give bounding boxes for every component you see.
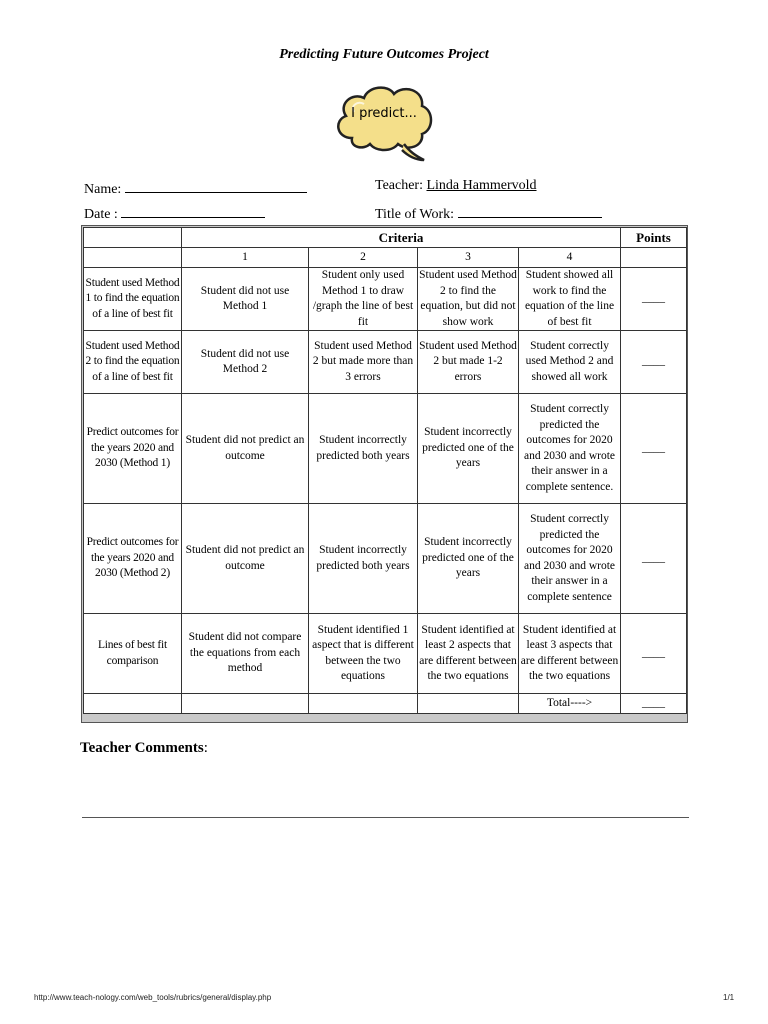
date-blank bbox=[121, 203, 265, 218]
total-blank-cell bbox=[309, 694, 418, 714]
teacher-field bbox=[375, 178, 537, 194]
teacher-comments-heading bbox=[80, 740, 208, 757]
criteria-header: Criteria bbox=[182, 228, 621, 248]
rubric-row bbox=[84, 504, 687, 614]
rubric-cell: Student did not use Method 2 bbox=[182, 331, 309, 394]
rubric-table bbox=[83, 227, 687, 714]
rubric-cell: Student showed all work to find the equation of the line of best fit bbox=[519, 268, 621, 331]
rubric-row bbox=[84, 268, 687, 331]
title-of-work-label: Title of Work: bbox=[375, 207, 454, 222]
rubric-row bbox=[84, 614, 687, 694]
total-row bbox=[84, 694, 687, 714]
total-blank-cell bbox=[182, 694, 309, 714]
name-label: Name: bbox=[84, 182, 122, 197]
rubric-cell: Student used Method 2 but made 1-2 errors bbox=[418, 331, 519, 394]
level-2: 2 bbox=[309, 248, 418, 268]
comments-line bbox=[82, 817, 689, 818]
teacher-comments-colon: : bbox=[203, 740, 208, 756]
points-blank: ____ bbox=[621, 504, 687, 614]
points-blank: ____ bbox=[621, 268, 687, 331]
teacher-label: Teacher: bbox=[375, 178, 423, 193]
title-of-work-field bbox=[375, 203, 602, 223]
rubric-cell: Student incorrectly predicted both years bbox=[309, 504, 418, 614]
rubric-cell: Student incorrectly predicted one of the years bbox=[418, 394, 519, 504]
points-blank: ____ bbox=[621, 331, 687, 394]
rubric-cell: Student used Method 2 to find the equation, but did not show work bbox=[418, 268, 519, 331]
points-header: Points bbox=[621, 228, 687, 248]
points-blank: ____ bbox=[621, 394, 687, 504]
document-title: Predicting Future Outcomes Project bbox=[279, 47, 489, 62]
rubric-row bbox=[84, 394, 687, 504]
level-corner bbox=[84, 248, 182, 268]
total-points-blank: ____ bbox=[621, 694, 687, 714]
rubric-cell: Student used Method 2 but made more than 3 errors bbox=[309, 331, 418, 394]
criterion-label: Predict outcomes for the years 2020 and 2030 (Method 1) bbox=[84, 394, 182, 504]
name-field bbox=[84, 178, 307, 198]
level-4: 4 bbox=[519, 248, 621, 268]
rubric-cell: Student identified 1 aspect that is different between the two equations bbox=[309, 614, 418, 694]
footer-page-number: 1/1 bbox=[723, 993, 735, 1002]
rubric-cell: Student did not predict an outcome bbox=[182, 504, 309, 614]
rubric-cell: Student did not compare the equations from each method bbox=[182, 614, 309, 694]
total-blank-cell bbox=[418, 694, 519, 714]
footer-url[interactable]: http://www.teach-nology.com/web_tools/rubrics/general/display.php bbox=[34, 993, 272, 1002]
rubric-cell: Student did not use Method 1 bbox=[182, 268, 309, 331]
date-field bbox=[84, 203, 265, 223]
teacher-name: Linda Hammervold bbox=[426, 178, 537, 193]
teacher-comments-label: Teacher Comments bbox=[80, 740, 204, 756]
rubric-cell: Student did not predict an outcome bbox=[182, 394, 309, 504]
criterion-label: Student used Method 1 to find the equation of a line of best fit bbox=[84, 268, 182, 331]
rubric-row bbox=[84, 331, 687, 394]
level-1: 1 bbox=[182, 248, 309, 268]
rubric-cell: Student identified at least 3 aspects that are different between the two equations bbox=[519, 614, 621, 694]
total-label: Total----> bbox=[519, 694, 621, 714]
title-of-work-blank bbox=[458, 203, 602, 218]
date-label: Date : bbox=[84, 207, 118, 222]
cloud-caption: I predict... bbox=[351, 106, 417, 121]
rubric-cell: Student incorrectly predicted both years bbox=[309, 394, 418, 504]
name-blank bbox=[125, 178, 307, 193]
criterion-label: Lines of best fit comparison bbox=[84, 614, 182, 694]
rubric-cell: Student correctly used Method 2 and showed all work bbox=[519, 331, 621, 394]
rubric-cell: Student incorrectly predicted one of the years bbox=[418, 504, 519, 614]
rubric-cell: Student correctly predicted the outcomes for 2020 and 2030 and wrote their answer in a complete sentence. bbox=[519, 394, 621, 504]
rubric-header-row bbox=[84, 228, 687, 248]
thought-cloud-graphic bbox=[332, 80, 436, 168]
rubric-cell: Student correctly predicted the outcomes for 2020 and 2030 and wrote their answer in a complete sentence bbox=[519, 504, 621, 614]
level-3: 3 bbox=[418, 248, 519, 268]
criterion-label: Student used Method 2 to find the equation of a line of best fit bbox=[84, 331, 182, 394]
rubric-cell: Student identified at least 2 aspects that are different between the two equations bbox=[418, 614, 519, 694]
level-row bbox=[84, 248, 687, 268]
total-blank-cell bbox=[84, 694, 182, 714]
level-points-blank bbox=[621, 248, 687, 268]
rubric-cell: Student only used Method 1 to draw /graph the line of best fit bbox=[309, 268, 418, 331]
points-blank: ____ bbox=[621, 614, 687, 694]
corner-cell bbox=[84, 228, 182, 248]
criterion-label: Predict outcomes for the years 2020 and 2030 (Method 2) bbox=[84, 504, 182, 614]
thought-cloud-icon bbox=[332, 80, 436, 168]
